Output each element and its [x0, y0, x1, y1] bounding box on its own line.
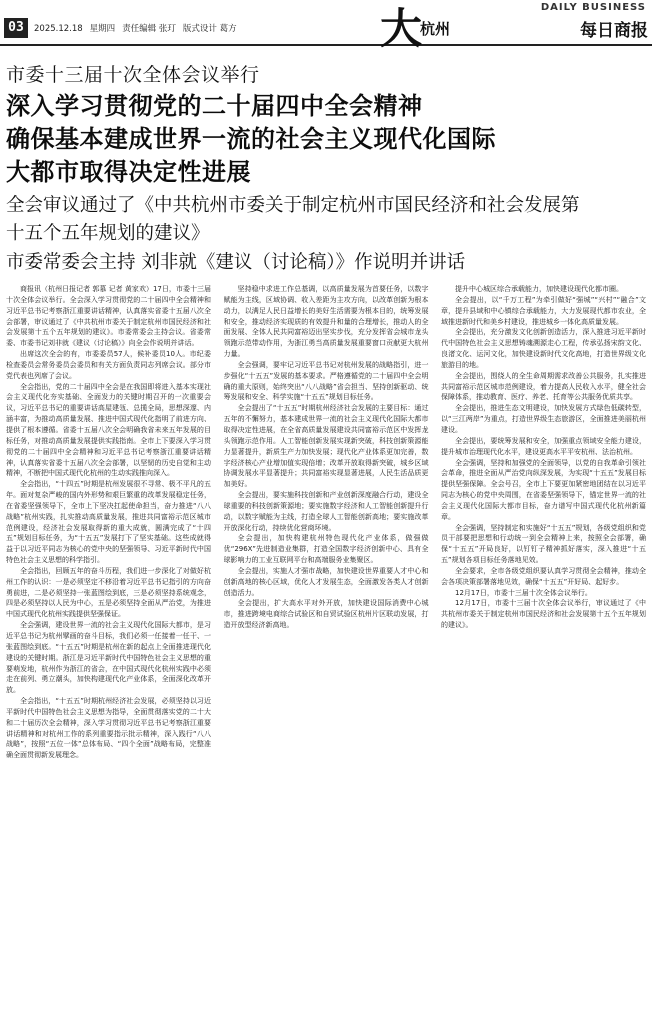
- body-paragraph: 12月17日，市委十三届十次全体会议举行。: [455, 588, 592, 597]
- body-column: [6, 284, 211, 1020]
- body-paragraph: 全会提出，围绕人的全生命周期需求改善公共服务，扎实推进共同富裕示范区城市范例建设，着力提高人民收入水平，健全社会保障体系，推动教育、医疗、养老、托育等公共服务优质共享。: [441, 371, 646, 402]
- dateline: [34, 22, 244, 34]
- issue-date: 2025.12.18: [34, 24, 83, 34]
- body-paragraph: 商报讯（杭州日报记者 郭慕 记者 黄家欢）17日，市委十三届十次全体会议举行。全会深入学习贯彻党的二十届四中全会精神和习近平总书记考察浙江重要讲话精神，认真落实省委十五届八次全会部署，审议通过了《中共杭州市委关于制定杭州市国民经济和社会发展第十五个五年规划的建议》。市委常委会主持会议。省委常委、市委书记刘非就《建议（讨论稿）》向全会作说明并讲话。: [6, 285, 211, 348]
- body-paragraph: 全会提出，以“千万工程”为牵引做好“强城”“兴村”“融合”文章，提升县域和中心镇综合承载能力，大力发展现代都市农业，全域推进新时代和美乡村建设，推进城乡一体化高质量发展。: [441, 295, 646, 326]
- paper-name: 每日商报: [580, 21, 648, 41]
- body-paragraph: 全会提出，要统筹发展和安全，加强重点领域安全能力建设，提升城市治理现代化水平，建设更高水平平安杭州、法治杭州。: [441, 436, 646, 456]
- body-paragraph: 全会指出，党的二十届四中全会是在我国即将进入基本实现社会主义现代化夯实基础、全面发力的关键时期召开的一次重要会议，习近平总书记的重要讲话高屋建瓴、总揽全局，思想深邃、内涵丰富，为推动高质量发展、推进中国式现代化指明了前进方向、提供了根本遵循。省委十五届八次全会明确我省未来五年发展的目标任务，对推动高质量发展提供实践指南。全市上下要深入学习贯彻党的二十届四中全会精神和习近平总书记考察浙江重要讲话精神，认真落实省委十五届八次全会部署，以坚韧的历史自觉和主动精神，不断把中国式现代化杭州的生动实践推向深入。: [6, 382, 211, 478]
- body-column: [441, 284, 646, 1020]
- headline-line: 确保基本建成世界一流的社会主义现代化国际: [6, 125, 496, 153]
- chief-editor: 责任编辑 张玎: [122, 24, 176, 34]
- body-paragraph: 出席这次全会的有，市委委员57人，候补委员10人。市纪委检查委员会常务委员会委员和有关方面负责同志列席会议。部分市党代表也列席了会议。: [6, 350, 211, 380]
- designer: 版式设计 葛方: [182, 24, 237, 34]
- body-paragraph: 提升中心城区综合承载能力，加快建设现代化都市圈。: [455, 285, 623, 293]
- subhead-line: 十五个五年规划的建议》: [6, 223, 210, 244]
- article-body: [6, 284, 646, 1020]
- page-header: [0, 0, 652, 53]
- headline-line: 大都市取得决定性进展: [6, 158, 251, 186]
- issue-weekday: 星期四: [89, 24, 116, 34]
- page-number: 03: [4, 18, 28, 38]
- headline-line: 深入学习贯彻党的二十届四中全会精神: [6, 92, 423, 120]
- paper-logo-mark: 大: [380, 4, 423, 53]
- body-paragraph: 坚持稳中求进工作总基调，以高质量发展为首要任务，以数字赋能为主线，区域协调、收入差距为主攻方向，以改革创新为根本动力，以满足人民日益增长的美好生活需要为根本目的，统筹发展和安全，推动经济实现质的有效提升和量的合理增长，推动人的全面发展、全体人民共同富裕迈出坚实步伐，充分发挥省会城市龙头领跑示范带动作用，为浙江勇当高质量发展重要窗口贡献更大杭州力量。: [223, 285, 429, 359]
- english-masthead: DAILY BUSINESS: [540, 2, 646, 13]
- section-name: 杭州: [420, 20, 451, 38]
- body-paragraph: 全会强调，建设世界一流的社会主义现代化国际大都市，是习近平总书记为杭州擘画的奋斗目标，我们必须一任接着一任干、一张蓝图绘到底。“十五五”时期是杭州在新的起点上全面推进现代化建设的关键时期。浙江是习近平新时代中国特色社会主义思想的重要萌发地，杭州作为浙江的省会，在中国式现代化杭州实践中必须走在前列、勇立潮头，加快构建现代化产业体系，全面深化改革开放。: [6, 621, 211, 695]
- body-paragraph: 全会提出，充分激发文化创新创造活力，深入推进习近平新时代中国特色社会主义思想铸魂溯源走心工程，传承弘扬宋韵文化、良渚文化、运河文化，加快建设新时代文化高地，打造世界级文化旅游目的地。: [441, 328, 646, 369]
- body-paragraph: 全会提出，扩大高水平对外开放，加快建设国际消费中心城市，推进跨境电商综合试验区和自贸试验区杭州片区联动发展，打造开放型经济新高地。: [223, 599, 429, 630]
- body-paragraph: 全会强调，坚持制定和实施好“十五五”规划，各级党组织和党员干部要把思想和行动统一到全会精神上来，按照全会部署，确保“十五五”开局良好，以钉钉子精神抓好落实，深入推进“十五五”规划各项目标任务落地见效。: [441, 523, 646, 565]
- subhead-line: 市委常委会主持 刘非就《建议（讨论稿）》作说明并讲话: [6, 252, 466, 273]
- body-paragraph: 全会指出，回顾五年的奋斗历程，我们进一步深化了对做好杭州工作的认识：一是必须坚定不移沿着习近平总书记指引的方向奋勇前进，二是必须坚持一张蓝图绘到底，三是必须坚持系统观念，四是必须坚持以人民为中心，五是必须坚持全面从严治党，为推进中国式现代化杭州实践提供坚强保证。: [6, 566, 211, 619]
- body-paragraph: 全会提出，要实施科技创新和产业创新深度融合行动，建设全球重要的科技创新策源地；要实施数字经济和人工智能创新提升行动，以数字赋能为主线，打造全球人工智能创新高地；要实施改革开放深化行动，持续优化营商环境。: [223, 491, 429, 532]
- subhead-line: 全会审议通过了《中共杭州市委关于制定杭州市国民经济和社会发展第: [6, 195, 580, 216]
- body-paragraph: 12月17日，市委十三届十次全体会议举行，审议通过了《中共杭州市委关于制定杭州市国民经济和社会发展第十五个五年规划的建议》。: [441, 599, 646, 630]
- body-paragraph: 全会提出了“十五五”时期杭州经济社会发展的主要目标：通过五年的不懈努力，基本建成世界一流的社会主义现代化国际大都市取得决定性进展，在全省高质量发展建设共同富裕示范区中发挥龙头领跑示范作用。人工智能创新发展实现新突破，科技创新策源能力显著提升，新质生产力加快发展；现代化产业体系更加完善，数字经济核心产业增加值实现倍增；改革开放取得新突破，城乡区域协调发展水平显著提升；共同富裕实现显著进展，人民生活品质更加美好。: [223, 404, 429, 489]
- body-paragraph: 全会指出，“十四五”时期是杭州发展很不寻常、极不平凡的五年。面对复杂严峻的国内外形势和艰巨繁重的改革发展稳定任务，在省委坚强领导下，全市上下坚决扛起使命担当，奋力推进“八八战略”杭州实践，扎实推动高质量发展，推进共同富裕示范区城市范例建设，经济社会发展取得新的重大成就，圆满完成了“十四五”规划目标任务，为“十五五”发展打下了坚实基础。这些成就得益于以习近平同志为核心的党中央的坚强领导、习近平新时代中国特色社会主义思想的科学指引。: [6, 480, 211, 565]
- body-paragraph: 全会要求，全市各级党组织要认真学习贯彻全会精神，推动全会各项决策部署落地见效，确保“十五五”开好局、起好步。: [441, 566, 646, 586]
- body-paragraph: 全会强调，坚持和加强党的全面领导，以党的自我革命引领社会革命，推进全面从严治党向纵深发展，为实现“十五五”发展目标提供坚强保障。全会号召，全市上下要更加紧密地团结在以习近平同志为核心的党中央周围，在省委坚强领导下，锚定世界一流的社会主义现代化国际大都市目标，奋力谱写中国式现代化杭州新篇章。: [441, 458, 646, 521]
- body-paragraph: 全会指出，“十五五”时期杭州经济社会发展，必须坚持以习近平新时代中国特色社会主义思想为指导，全面贯彻落实党的二十大和二十届历次全会精神，深入学习贯彻习近平总书记考察浙江重要讲话精神和对杭州工作的系列重要指示批示精神，深入践行“八八战略”，按照“五位一体”总体布局、“四个全面”战略布局，完整准确全面贯彻新发展理念。: [6, 697, 211, 760]
- body-paragraph: 全会提出，推进生态文明建设，加快发展方式绿色低碳转型，以“三江两岸”为重点，打造世界级生态旅游区，全面推进美丽杭州建设。: [441, 404, 646, 434]
- article-kicker: 市委十三届十次全体会议举行: [6, 64, 260, 86]
- body-paragraph: 全会提出，实施人才强市战略，加快建设世界重要人才中心和创新高地的核心区域，优化人才发展生态，全面激发各类人才创新创造活力。: [223, 566, 429, 597]
- body-paragraph: 全会提出，加快构建杭州特色现代化产业体系，做强做优“296X”先进制造业集群，打造全国数字经济创新中心、具有全球影响力的工业互联网平台和高端服务业集聚区。: [223, 534, 429, 565]
- body-paragraph: 全会强调，要牢记习近平总书记对杭州发展的战略指引，进一步强化“十五五”发展的基本要求。严格遵循党的二十届四中全会明确的重大原则，始终突出“八八战略”省会担当、坚持创新驱动、统筹发展和安全、科学实施“十五五”规划目标任务。: [223, 360, 429, 402]
- body-column: [224, 284, 429, 1020]
